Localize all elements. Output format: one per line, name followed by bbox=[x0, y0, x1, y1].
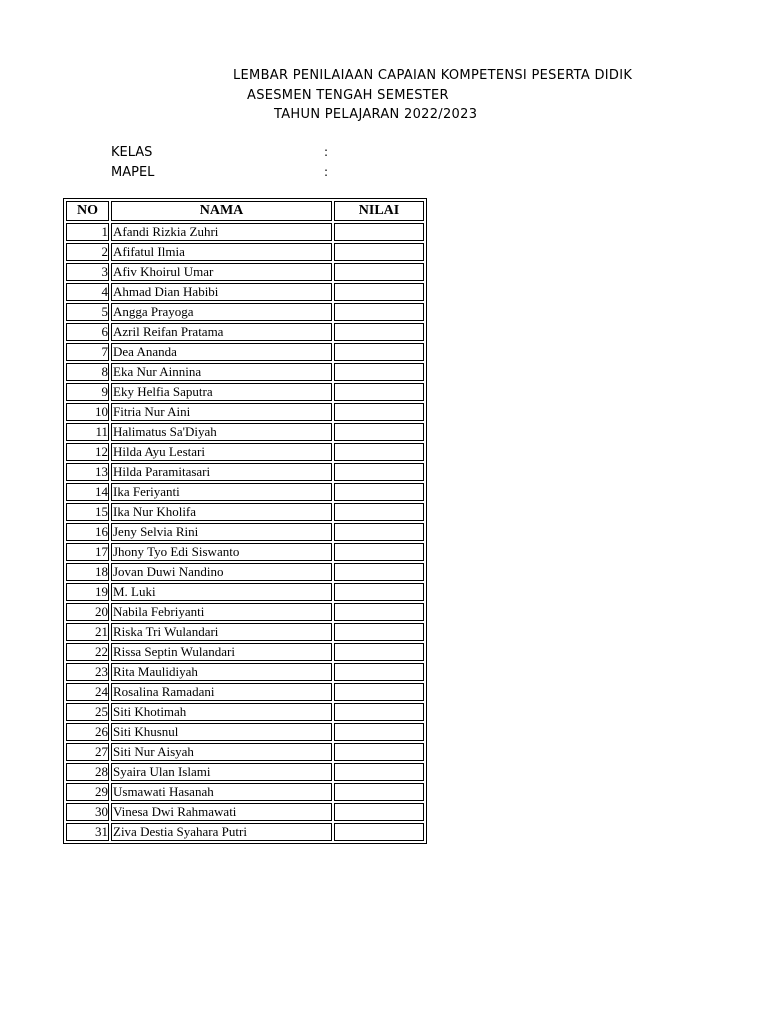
header-no: NO bbox=[66, 201, 109, 221]
row-number: 17 bbox=[66, 543, 109, 561]
table-row bbox=[66, 483, 424, 501]
mapel-label: MAPEL bbox=[111, 165, 155, 180]
row-number: 25 bbox=[66, 703, 109, 721]
kelas-label: KELAS bbox=[111, 145, 153, 160]
student-name: Afandi Rizkia Zuhri bbox=[111, 223, 332, 241]
grade-cell[interactable] bbox=[334, 563, 424, 581]
student-name: Ziva Destia Syahara Putri bbox=[111, 823, 332, 841]
student-name: Ahmad Dian Habibi bbox=[111, 283, 332, 301]
student-name: Eky Helfia Saputra bbox=[111, 383, 332, 401]
student-name: Afiv Khoirul Umar bbox=[111, 263, 332, 281]
table-row bbox=[66, 523, 424, 541]
student-name: Rita Maulidiyah bbox=[111, 663, 332, 681]
row-number: 22 bbox=[66, 643, 109, 661]
table-row bbox=[66, 563, 424, 581]
table-row bbox=[66, 443, 424, 461]
student-name: Rosalina Ramadani bbox=[111, 683, 332, 701]
table-row bbox=[66, 463, 424, 481]
grade-cell[interactable] bbox=[334, 403, 424, 421]
student-name: Siti Nur Aisyah bbox=[111, 743, 332, 761]
row-number: 28 bbox=[66, 763, 109, 781]
title-line-3: TAHUN PELAJARAN 2022/2023 bbox=[274, 107, 478, 122]
row-number: 7 bbox=[66, 343, 109, 361]
table-row bbox=[66, 403, 424, 421]
table-row bbox=[66, 503, 424, 521]
header-nama: NAMA bbox=[111, 201, 332, 221]
student-name: Jovan Duwi Nandino bbox=[111, 563, 332, 581]
student-name: Rissa Septin Wulandari bbox=[111, 643, 332, 661]
grade-cell[interactable] bbox=[334, 643, 424, 661]
grades-table bbox=[63, 198, 427, 844]
row-number: 1 bbox=[66, 223, 109, 241]
grade-cell[interactable] bbox=[334, 363, 424, 381]
table-row bbox=[66, 283, 424, 301]
grade-cell[interactable] bbox=[334, 723, 424, 741]
grade-cell[interactable] bbox=[334, 383, 424, 401]
table-row bbox=[66, 263, 424, 281]
header-nilai: NILAI bbox=[334, 201, 424, 221]
row-number: 29 bbox=[66, 783, 109, 801]
grade-cell[interactable] bbox=[334, 743, 424, 761]
grade-cell[interactable] bbox=[334, 423, 424, 441]
grade-cell[interactable] bbox=[334, 583, 424, 601]
grade-cell[interactable] bbox=[334, 543, 424, 561]
row-number: 18 bbox=[66, 563, 109, 581]
grade-cell[interactable] bbox=[334, 703, 424, 721]
grade-cell[interactable] bbox=[334, 503, 424, 521]
grade-cell[interactable] bbox=[334, 803, 424, 821]
table-row bbox=[66, 223, 424, 241]
table-row bbox=[66, 743, 424, 761]
row-number: 24 bbox=[66, 683, 109, 701]
table-row bbox=[66, 303, 424, 321]
row-number: 12 bbox=[66, 443, 109, 461]
grade-cell[interactable] bbox=[334, 663, 424, 681]
table-row bbox=[66, 383, 424, 401]
student-name: Hilda Paramitasari bbox=[111, 463, 332, 481]
row-number: 4 bbox=[66, 283, 109, 301]
row-number: 31 bbox=[66, 823, 109, 841]
table-row bbox=[66, 763, 424, 781]
title-line-1: LEMBAR PENILAIAAN CAPAIAN KOMPETENSI PESERTA DIDIK bbox=[233, 68, 633, 83]
row-number: 26 bbox=[66, 723, 109, 741]
table-row bbox=[66, 423, 424, 441]
student-name: Siti Khotimah bbox=[111, 703, 332, 721]
kelas-colon: : bbox=[324, 145, 329, 159]
row-number: 14 bbox=[66, 483, 109, 501]
student-name: Jeny Selvia Rini bbox=[111, 523, 332, 541]
grade-cell[interactable] bbox=[334, 223, 424, 241]
row-number: 13 bbox=[66, 463, 109, 481]
student-name: Syaira Ulan Islami bbox=[111, 763, 332, 781]
table-row bbox=[66, 583, 424, 601]
row-number: 8 bbox=[66, 363, 109, 381]
table-row bbox=[66, 623, 424, 641]
row-number: 20 bbox=[66, 603, 109, 621]
table-row bbox=[66, 823, 424, 841]
mapel-colon: : bbox=[324, 165, 329, 179]
student-name: Afifatul Ilmia bbox=[111, 243, 332, 261]
table-row bbox=[66, 723, 424, 741]
table-row bbox=[66, 323, 424, 341]
student-name: Halimatus Sa'Diyah bbox=[111, 423, 332, 441]
grade-cell[interactable] bbox=[334, 683, 424, 701]
table-row bbox=[66, 243, 424, 261]
grade-cell[interactable] bbox=[334, 603, 424, 621]
table-row bbox=[66, 663, 424, 681]
grade-cell[interactable] bbox=[334, 263, 424, 281]
table-row bbox=[66, 643, 424, 661]
row-number: 30 bbox=[66, 803, 109, 821]
table-row bbox=[66, 343, 424, 361]
grade-cell[interactable] bbox=[334, 323, 424, 341]
table-row bbox=[66, 803, 424, 821]
student-name: Usmawati Hasanah bbox=[111, 783, 332, 801]
row-number: 6 bbox=[66, 323, 109, 341]
student-name: Jhony Tyo Edi Siswanto bbox=[111, 543, 332, 561]
table-row bbox=[66, 703, 424, 721]
grade-cell[interactable] bbox=[334, 243, 424, 261]
grade-cell[interactable] bbox=[334, 303, 424, 321]
row-number: 21 bbox=[66, 623, 109, 641]
student-name: Fitria Nur Aini bbox=[111, 403, 332, 421]
student-name: Azril Reifan Pratama bbox=[111, 323, 332, 341]
row-number: 23 bbox=[66, 663, 109, 681]
student-name: Ika Feriyanti bbox=[111, 483, 332, 501]
grade-cell[interactable] bbox=[334, 463, 424, 481]
table-row bbox=[66, 683, 424, 701]
grade-cell[interactable] bbox=[334, 283, 424, 301]
table-row bbox=[66, 603, 424, 621]
grade-cell[interactable] bbox=[334, 343, 424, 361]
student-name: Vinesa Dwi Rahmawati bbox=[111, 803, 332, 821]
table-row bbox=[66, 783, 424, 801]
row-number: 9 bbox=[66, 383, 109, 401]
grade-cell[interactable] bbox=[334, 783, 424, 801]
row-number: 15 bbox=[66, 503, 109, 521]
title-line-2: ASESMEN TENGAH SEMESTER bbox=[247, 88, 449, 103]
row-number: 3 bbox=[66, 263, 109, 281]
grade-cell[interactable] bbox=[334, 823, 424, 841]
row-number: 11 bbox=[66, 423, 109, 441]
row-number: 5 bbox=[66, 303, 109, 321]
student-name: Hilda Ayu Lestari bbox=[111, 443, 332, 461]
table-header-row bbox=[66, 201, 424, 221]
grade-cell[interactable] bbox=[334, 623, 424, 641]
row-number: 16 bbox=[66, 523, 109, 541]
student-name: Angga Prayoga bbox=[111, 303, 332, 321]
student-name: Riska Tri Wulandari bbox=[111, 623, 332, 641]
student-name: Siti Khusnul bbox=[111, 723, 332, 741]
grade-cell[interactable] bbox=[334, 523, 424, 541]
grade-cell[interactable] bbox=[334, 763, 424, 781]
table-row bbox=[66, 543, 424, 561]
row-number: 27 bbox=[66, 743, 109, 761]
grade-cell[interactable] bbox=[334, 443, 424, 461]
student-name: Dea Ananda bbox=[111, 343, 332, 361]
student-name: Eka Nur Ainnina bbox=[111, 363, 332, 381]
row-number: 19 bbox=[66, 583, 109, 601]
student-name: M. Luki bbox=[111, 583, 332, 601]
table-row bbox=[66, 363, 424, 381]
row-number: 10 bbox=[66, 403, 109, 421]
student-name: Nabila Febriyanti bbox=[111, 603, 332, 621]
row-number: 2 bbox=[66, 243, 109, 261]
student-name: Ika Nur Kholifa bbox=[111, 503, 332, 521]
grade-cell[interactable] bbox=[334, 483, 424, 501]
